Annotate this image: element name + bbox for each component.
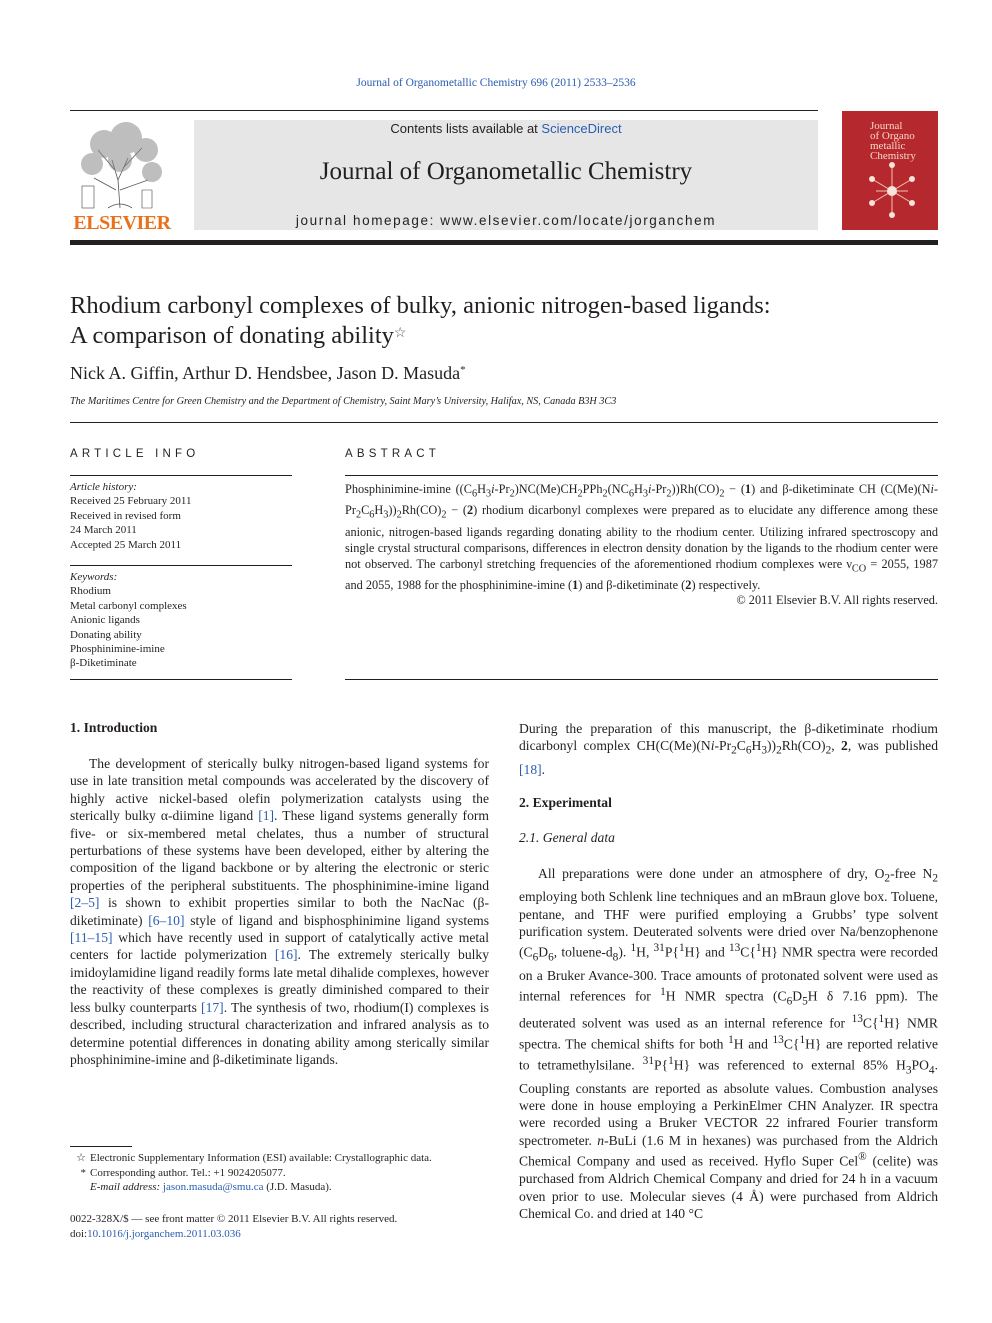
journal-citation[interactable]: Journal of Organometallic Chemistry 696 (2011) 2533–2536 [356,77,636,89]
doi-link[interactable]: 10.1016/j.jorganchem.2011.03.036 [87,1227,241,1240]
authors: Nick A. Giffin, Arthur D. Hendsbee, Jason D. Masuda [70,363,461,383]
introduction-heading: 1. Introduction [70,720,158,735]
history-line: 24 March 2011 [70,524,137,537]
contents-line [194,121,818,136]
cover-molecule-graphic [862,157,922,223]
history-label: Article history: [70,481,137,493]
keyword: Anionic ligands [70,614,140,627]
keyword: β-Diketiminate [70,657,137,670]
affiliation: The Maritimes Centre for Green Chemistry and the Department of Chemistry, Saint Mary’s University, Halifax, NS, Canada B3H 3C3 [70,396,617,407]
ref-link[interactable]: [11–15] [70,930,113,946]
footnote-star-mark: ☆ [76,1152,86,1164]
article-info-bottom-rule [70,679,292,680]
abstract-rule [345,475,938,476]
ref-link[interactable]: [1] [258,808,275,824]
general-data-heading: 2.1. General data [519,830,615,845]
journal-cover-image[interactable] [842,111,938,230]
ref-link[interactable]: [16] [274,947,298,963]
ref-link[interactable]: [18] [519,761,542,777]
ref-link[interactable]: [2–5] [70,895,100,911]
issn-line: 0022-328X/$ — see front matter © 2011 Elsevier B.V. All rights reserved. [70,1213,398,1225]
keyword: Metal carbonyl complexes [70,599,187,612]
history-line: Accepted 25 March 2011 [70,538,182,551]
history-line: Received in revised form [70,509,181,522]
corresponding-mark[interactable]: * [460,364,466,376]
title-footnote-mark[interactable]: ☆ [393,326,407,341]
experimental-heading: 2. Experimental [519,795,612,810]
ref-link[interactable]: [17] [201,999,224,1015]
email-suffix: (J.D. Masuda). [263,1181,332,1194]
doi-prefix: doi: [70,1227,88,1240]
issn-doi [70,1212,397,1241]
keyword: Rhodium [70,585,111,598]
corresponding-footnote: Corresponding author. Tel.: +1 9024205077. [90,1166,286,1179]
intro-continuation-paragraph: During the preparation of this manuscript, the β-diketiminate rhodium dicarbonyl complex $CH(C(Me)(Ni-Pr_2C_6H_3))_2Rh(CO)_2$, 2, was published [18]. [519,721,938,777]
keywords-label: Keywords: [70,571,118,583]
history-line: Received 25 February 2011 [70,495,192,508]
email-label: E-mail address: [90,1181,161,1194]
email-link[interactable]: jason.masuda@smu.ca [162,1181,264,1194]
abstract-bottom-rule [345,679,938,680]
title-line-1: Rhodium carbonyl complexes of bulky, anionic nitrogen-based ligands: [70,292,771,319]
article-history [70,480,191,552]
keywords-rule [70,565,292,566]
abstract-heading: ABSTRACT [345,448,440,460]
article-info-rule [70,475,292,476]
journal-homepage[interactable]: journal homepage: www.elsevier.com/locate/jorganchem [295,213,717,228]
contents-prefix: Contents lists available at [390,121,542,136]
keywords [70,570,187,671]
keyword: Phosphinimine-imine [70,643,165,656]
header-rule [70,110,818,111]
footnote-rule [70,1146,132,1147]
sciencedirect-link[interactable]: ScienceDirect [541,121,622,136]
article-info-heading: ARTICLE INFO [70,448,200,460]
abstract-copyright: © 2011 Elsevier B.V. All rights reserved. [736,593,938,607]
header-thick-rule [70,240,938,245]
title-rule [70,422,938,423]
abstract-text: Phosphinimine-imine $((C_6H_3i-Pr_2)NC(Me)CH_2PPh_2(NC_6H_3i-Pr_2))Rh(CO)_2 - (1)$ and β-diketiminate CH $(C(Me)(Ni-Pr_2C_6H_3))_2Rh(CO)_2 - (2)$ rhodium dicarbonyl complexes were prepared as to elucidate any difference among these anionic, nitrogen-based ligands regarding donating ability to the rhodium center. Utilizing infrared spectroscopy and single crystal structural comparisons, differences in electron density donation by the ligands to the rhodium center were not observed. The carbonyl stretching frequencies of the aforementioned rhodium complexes were $\nu_{CO} = 2055$, 1987 and 2055, 1988 for the phosphinimine-imine (1) and β-diketiminate (2) respectively. [345,482,939,593]
introduction-paragraph: The development of sterically bulky nitrogen-based ligand systems for use in late transition metal compounds was accelerated by the discovery of highly active nickel-based olefin polymerization catalysts using the sterically bulky α-diimine ligand [1]. These ligand systems generally form five- or six-membered metal chelates, thus a number of structural perturbations of these systems have been developed, either by altering the composition of the ligand backbone or by altering the electronic or steric properties of the peripheral substituents. The phosphinimine-imine ligand [2–5] is shown to exhibit properties similar to both the NacNac (β-diketiminate) [6–10] style of ligand and bisphosphinimine ligand systems [11–15] which have recently used in support of catalytically active metal centers for lactide polymerization [16]. The extremely sterically bulky imidoylamidine ligand readily forms late metal dihalide complexes, however the reactivity of these complexes is greatly diminished compared to their less bulky counterparts [17]. The synthesis of two, rhodium(I) complexes is described, including structural characterization and infrared analysis as to determine potential differences in donating ability among sterically similar phosphinimine-imine and β-diketiminate ligands. [70,756,490,1067]
esi-footnote: Electronic Supplementary Information (ESI) available: Crystallographic data. [90,1152,432,1164]
general-data-paragraph: All preparations were done under an atmosphere of dry, $O_2$-free $N_2$ employing both Schlenk line techniques and an mBraun glove box. Toluene, pentane, and THF were purified employing a Grubbs’ type solvent purification system. Deuterated solvents were dried over Na/benzophenone ($C_6D_6$, toluene-$d_8$). $^1$H, $^{31}$P{$^1$H} and $^{13}$C{$^1$H} NMR spectra were recorded on a Bruker Avance-300. Trace amounts of protonated solvent were used as internal references for $^1$H NMR spectra ($C_6D_5H$ δ 7.16 ppm). The deuterated solvent was used as an internal reference for $^{13}$C{$^1$H} NMR spectra. The chemical shifts for both $^1$H and $^{13}$C{$^1$H} are reported relative to tetramethylsilane. $^{31}$P{$^1$H} was referenced to external 85% $H_3PO_4$. Coupling constants are reported as absolute values. Combustion analyses were done in house employing a PerkinElmer CHN Analyzer. IR spectra were recorded using a Bruker VECTOR 22 infrared Fourier transform spectrometer. n-BuLi (1.6 M in hexanes) was purchased from the Aldrich Chemical Company and used as received. Hyflo Super Cel® (celite) was purchased from Aldrich Chemical Company and dried for 24 h in a vacuum oven prior to use. Molecular sieves (4 Å) were purchased from Aldrich Chemical Co. and dried at 140 °C [519,866,938,1221]
author-list [70,363,466,384]
footnotes [70,1151,489,1195]
title-line-2: A comparison of donating ability [70,322,394,349]
journal-name: Journal of Organometallic Chemistry [319,158,693,185]
footnote-asterisk-mark: * [80,1166,86,1179]
keyword: Donating ability [70,628,142,641]
cover-title: Journal of Organo metallic Chemistry [870,120,916,162]
elsevier-wordmark: ELSEVIER [73,212,171,234]
article-title [70,291,930,351]
ref-link[interactable]: [6–10] [148,912,185,928]
